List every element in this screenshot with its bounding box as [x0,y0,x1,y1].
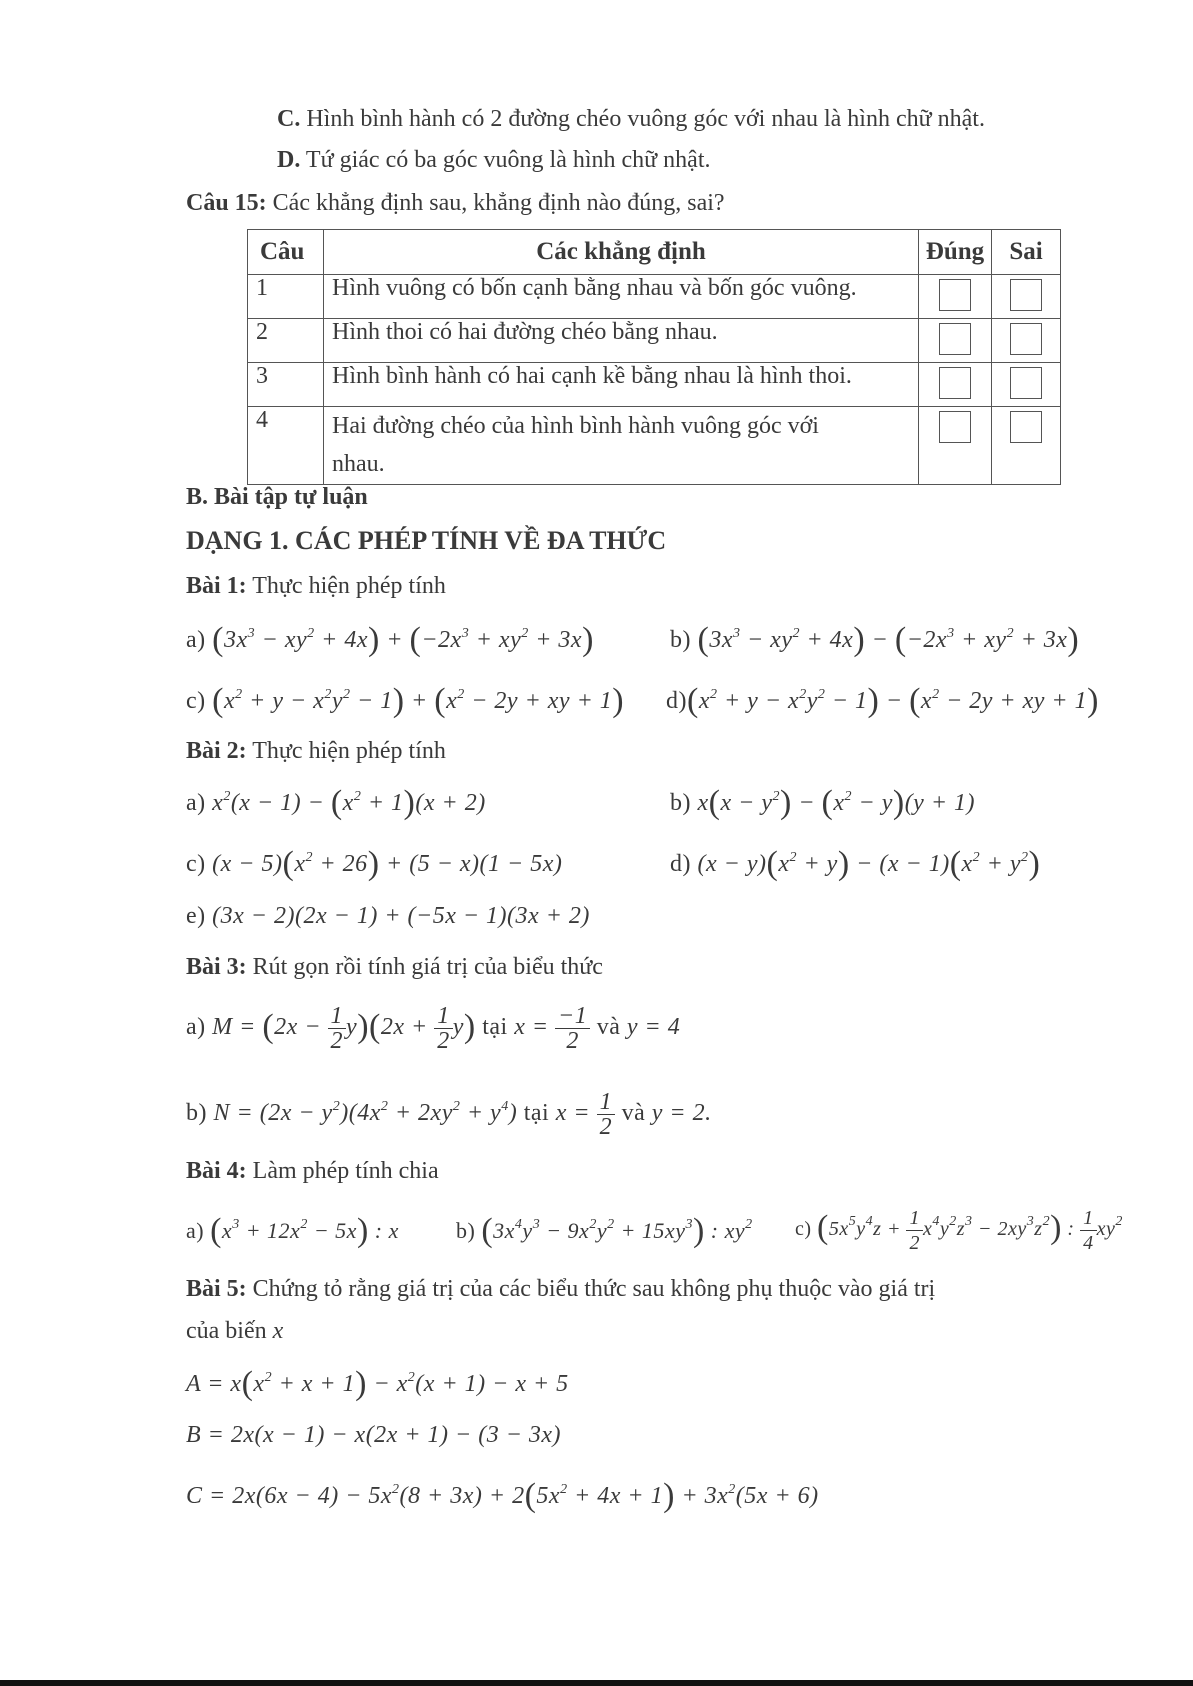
true-checkbox[interactable] [939,367,971,399]
bai-5-c: $C = 2x(6x - 4) - 5x^2(8 + 3x) + 2(5x^2 + 4x + 1) + 3x^2(5x + 6)$ [186,1477,819,1514]
bai-4-a: a) $(x^3 + 12x^2 - 5x)$ : x [186,1212,399,1249]
bai-4-b: b) $(3x^4y^3 - 9x^2y^2 + 15xy^3)$ : $xy^2$ [456,1212,753,1249]
false-checkbox[interactable] [1010,411,1042,443]
bai-1-title: Bài 1: Thực hiện phép tính [186,573,446,599]
statement-table [247,229,1061,485]
bai-3-title: Bài 3: Rút gọn rồi tính giá trị của biểu thức [186,954,603,980]
bai-5-a: $A = x(x^2 + x + 1) - x^2(x + 1) - x + 5$ [186,1365,569,1402]
option-d: D. Tứ giác có ba góc vuông là hình chữ nhật. [277,147,711,173]
section-b-heading: B. Bài tập tự luận [186,484,368,510]
bai-5-title: Bài 5: Chứng tỏ rằng giá trị của các biểu thức sau không phụ thuộc vào giá trị [186,1276,936,1302]
table-row: 3 Hình bình hành có hai cạnh kề bằng nhau là hình thoi. [248,363,1061,407]
false-checkbox[interactable] [1010,323,1042,355]
bai-4-title: Bài 4: Làm phép tính chia [186,1158,439,1184]
bai-2-d: d) $(x - y)(x^2 + y) - (x - 1)(x^2 + y^2)$ [670,845,1041,882]
true-checkbox[interactable] [939,279,971,311]
bai-2-b: b) $x(x - y^2) - (x^2 - y)(y + 1)$ [670,784,976,821]
bai-1-d: $d)(x^2 + y - x^2y^2 - 1) - (x^2 - 2y$ + xy + 1) [666,682,1099,719]
bai-1-b: b) $(3x^3 - xy^2 + 4x) - (-2x^3 + xy^2 + 3x)$ [670,621,1080,658]
false-checkbox[interactable] [1010,279,1042,311]
true-checkbox[interactable] [939,411,971,443]
bai-4-c: c) ($5x^5y^4z$ + $\frac{1}{2}$ $x^4y^2z^3 - 2xy^3z^2$) : $\frac{1}{4}$ $xy^2$ [795,1207,1123,1254]
bai-5-subtitle: của biến x [186,1318,284,1344]
bai-1-a: a) $(3x^3 - xy^2 + 4x) + (-2x^3 + xy^2 + 3x)$ [186,621,594,658]
scan-edge [0,1680,1193,1686]
table-row: 1 Hình vuông có bốn cạnh bằng nhau và bốn góc vuông. [248,275,1061,319]
bai-5-b: B = 2x(x − 1) − x(2x + 1) − (3 − 3x) [186,1422,562,1448]
table-header: Câu Các khẳng định Đúng Sai [248,230,1061,275]
bai-2-a: a) $x^2(x - 1) - (x^2 + 1)(x + 2)$ [186,784,486,821]
bai-2-e: e) (3x − 2)(2x − 1) + (−5x − 1)(3x + 2) [186,903,590,929]
bai-2-title: Bài 2: Thực hiện phép tính [186,738,446,764]
table-row: 4 Hai đường chéo của hình bình hành vuông góc với nhau. [248,407,1061,485]
bai-3-b: b) $N = (2x - y^2)(4x^2 + 2xy^2 + y^4)$ tại x = $\frac{1}{2}$ và y = 2. [186,1089,712,1140]
bai-2-c: c) $(x - 5)(x^2 + 26) + (5 - x)(1 - 5x)$ [186,845,563,882]
table-row: 2 Hình thoi có hai đường chéo bằng nhau. [248,319,1061,363]
bai-1-c: c) $(x^2 + y - x^2y^2 - 1) + (x^2 - 2y$ + xy + 1) [186,682,625,719]
question-15: Câu 15: Các khẳng định sau, khẳng định nào đúng, sai? [186,190,725,216]
false-checkbox[interactable] [1010,367,1042,399]
bai-3-a: a) M = (2x − $\frac{1}{2}$ y)(2x + $\frac{1}{2}$ y) tại x = $\frac{-1}{2}$ và y = 4 [186,1003,681,1054]
dang-1-heading: DẠNG 1. CÁC PHÉP TÍNH VỀ ĐA THỨC [186,526,667,555]
true-checkbox[interactable] [939,323,971,355]
option-c: C. Hình bình hành có 2 đường chéo vuông góc với nhau là hình chữ nhật. [277,106,985,132]
